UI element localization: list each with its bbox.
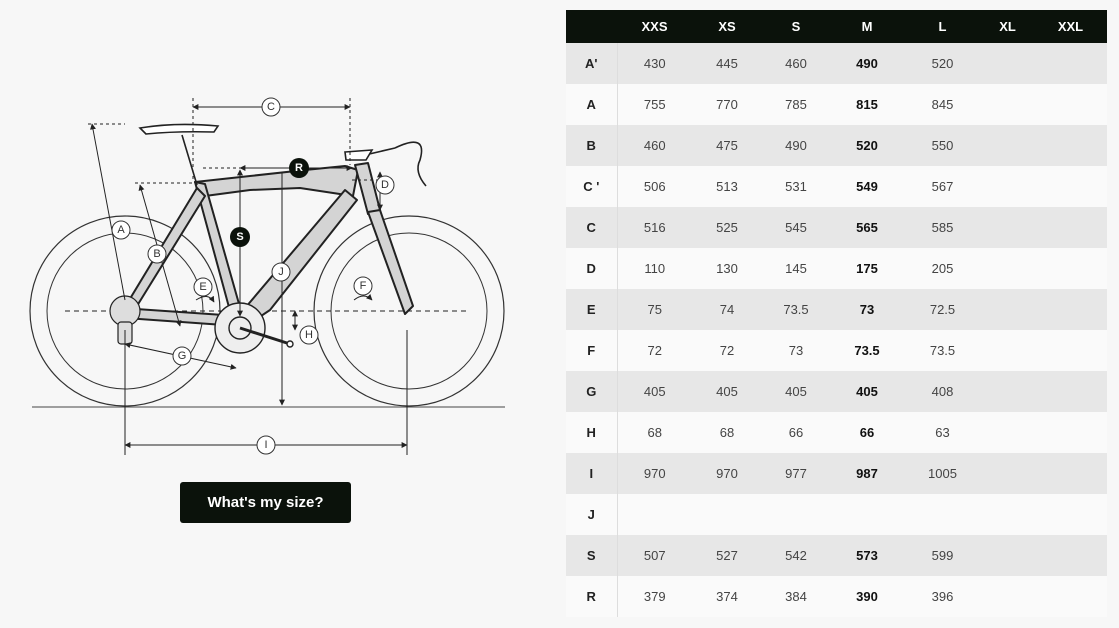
table-cell: 110: [617, 248, 692, 289]
svg-text:I: I: [264, 439, 268, 451]
size-header-m: M: [830, 10, 904, 43]
table-cell: [1034, 371, 1107, 412]
table-cell: 445: [692, 43, 762, 84]
table-cell: [981, 412, 1034, 453]
table-cell: 68: [617, 412, 692, 453]
table-cell: [1034, 166, 1107, 207]
bike-geometry-diagram: [0, 0, 540, 470]
bike-frame: [122, 163, 413, 326]
table-row: [566, 494, 1107, 535]
table-cell: [981, 535, 1034, 576]
table-cell: 175: [830, 248, 904, 289]
table-cell: [981, 248, 1034, 289]
table-cell: [1034, 576, 1107, 617]
table-cell: 73: [762, 330, 830, 371]
table-cell: 475: [692, 125, 762, 166]
table-cell: 549: [830, 166, 904, 207]
table-cell: 390: [830, 576, 904, 617]
row-label: B: [566, 125, 617, 166]
svg-text:C: C: [267, 101, 275, 113]
table-cell: 405: [762, 371, 830, 412]
svg-text:R: R: [295, 162, 303, 174]
table-cell: 73: [830, 289, 904, 330]
svg-text:S: S: [236, 231, 244, 243]
table-cell: [617, 494, 692, 535]
table-cell: 72.5: [904, 289, 981, 330]
table-header-row: [566, 10, 1107, 43]
row-label: C ': [566, 166, 617, 207]
table-cell: 405: [692, 371, 762, 412]
table-cell: [981, 289, 1034, 330]
size-header-xxl: XXL: [1034, 10, 1107, 43]
label-r: [289, 158, 309, 178]
table-cell: [1034, 494, 1107, 535]
svg-text:D: D: [381, 179, 389, 191]
table-cell: [981, 84, 1034, 125]
label-e: [194, 278, 212, 296]
row-label: H: [566, 412, 617, 453]
table-cell: 460: [762, 43, 830, 84]
table-cell: 599: [904, 535, 981, 576]
table-cell: [1034, 43, 1107, 84]
table-cell: [981, 125, 1034, 166]
svg-text:A: A: [117, 224, 125, 236]
table-cell: [1034, 248, 1107, 289]
row-label: D: [566, 248, 617, 289]
table-cell: 73.5: [830, 330, 904, 371]
table-cell: 970: [692, 453, 762, 494]
table-cell: [981, 166, 1034, 207]
table-cell: 490: [762, 125, 830, 166]
svg-text:E: E: [199, 281, 207, 293]
table-cell: 545: [762, 207, 830, 248]
label-a: [112, 221, 130, 239]
table-cell: 396: [904, 576, 981, 617]
table-cell: 977: [762, 453, 830, 494]
table-cell: 970: [617, 453, 692, 494]
table-cell: 513: [692, 166, 762, 207]
table-row: [566, 248, 1107, 289]
table-row: [566, 166, 1107, 207]
table-cell: [981, 453, 1034, 494]
svg-text:H: H: [305, 329, 313, 341]
table-cell: 573: [830, 535, 904, 576]
label-i: [257, 436, 275, 454]
table-cell: 130: [692, 248, 762, 289]
table-cell: 73.5: [904, 330, 981, 371]
size-header-xl: XL: [981, 10, 1034, 43]
table-cell: 66: [762, 412, 830, 453]
table-cell: 66: [830, 412, 904, 453]
whats-my-size-button[interactable]: What's my size?: [180, 482, 351, 523]
table-cell: 73.5: [762, 289, 830, 330]
table-cell: 379: [617, 576, 692, 617]
table-cell: 516: [617, 207, 692, 248]
table-cell: [981, 43, 1034, 84]
table-cell: 205: [904, 248, 981, 289]
table-cell: [981, 371, 1034, 412]
table-row: [566, 371, 1107, 412]
table-cell: [1034, 330, 1107, 371]
row-label: R: [566, 576, 617, 617]
table-cell: 520: [904, 43, 981, 84]
table-cell: [981, 576, 1034, 617]
svg-text:B: B: [153, 248, 161, 260]
table-cell: 987: [830, 453, 904, 494]
table-cell: 68: [692, 412, 762, 453]
table-row: [566, 576, 1107, 617]
label-s: [230, 227, 250, 247]
row-label: A': [566, 43, 617, 84]
table-row: [566, 207, 1107, 248]
svg-text:G: G: [177, 350, 187, 362]
table-cell: 542: [762, 535, 830, 576]
table-cell: [904, 494, 981, 535]
table-row: [566, 330, 1107, 371]
table-cell: [981, 207, 1034, 248]
table-cell: 405: [617, 371, 692, 412]
row-label: F: [566, 330, 617, 371]
row-label: I: [566, 453, 617, 494]
table-cell: [1034, 535, 1107, 576]
table-cell: 1005: [904, 453, 981, 494]
table-cell: [1034, 289, 1107, 330]
table-cell: 430: [617, 43, 692, 84]
table-cell: 405: [830, 371, 904, 412]
label-d: [376, 176, 394, 194]
table-cell: 755: [617, 84, 692, 125]
table-cell: 490: [830, 43, 904, 84]
table-row: [566, 125, 1107, 166]
table-cell: 785: [762, 84, 830, 125]
table-cell: 770: [692, 84, 762, 125]
label-c: [262, 98, 280, 116]
table-row: [566, 535, 1107, 576]
label-h: [300, 326, 318, 344]
table-cell: 565: [830, 207, 904, 248]
table-cell: [981, 494, 1034, 535]
row-label: E: [566, 289, 617, 330]
geometry-size-table: [566, 10, 1107, 617]
table-cell: 507: [617, 535, 692, 576]
table-cell: 527: [692, 535, 762, 576]
table-cell: 845: [904, 84, 981, 125]
table-cell: 567: [904, 166, 981, 207]
row-label: C: [566, 207, 617, 248]
label-g: [173, 347, 191, 365]
size-header-s: S: [762, 10, 830, 43]
table-cell: 374: [692, 576, 762, 617]
table-row: [566, 412, 1107, 453]
saddle: [140, 124, 218, 185]
table-row: [566, 289, 1107, 330]
table-cell: 384: [762, 576, 830, 617]
size-header-xs: XS: [692, 10, 762, 43]
label-f: [354, 277, 372, 295]
table-cell: 408: [904, 371, 981, 412]
table-cell: [1034, 207, 1107, 248]
table-cell: 506: [617, 166, 692, 207]
table-cell: 460: [617, 125, 692, 166]
table-cell: 815: [830, 84, 904, 125]
row-label: A: [566, 84, 617, 125]
table-row: [566, 453, 1107, 494]
table-cell: 531: [762, 166, 830, 207]
table-cell: 75: [617, 289, 692, 330]
table-cell: 72: [617, 330, 692, 371]
table-cell: [762, 494, 830, 535]
size-header-xxs: XXS: [617, 10, 692, 43]
table-cell: [1034, 125, 1107, 166]
table-row: [566, 84, 1107, 125]
table-cell: 63: [904, 412, 981, 453]
table-cell: 72: [692, 330, 762, 371]
row-label: J: [566, 494, 617, 535]
size-header-l: L: [904, 10, 981, 43]
label-j: [272, 263, 290, 281]
table-cell: 74: [692, 289, 762, 330]
label-b: [148, 245, 166, 263]
table-cell: [830, 494, 904, 535]
svg-text:F: F: [359, 280, 367, 292]
table-cell: 550: [904, 125, 981, 166]
svg-text:J: J: [278, 266, 284, 278]
table-cell: [1034, 412, 1107, 453]
table-cell: [1034, 84, 1107, 125]
table-row: [566, 43, 1107, 84]
table-cell: 525: [692, 207, 762, 248]
table-cell: 145: [762, 248, 830, 289]
table-cell: 520: [830, 125, 904, 166]
row-label: S: [566, 535, 617, 576]
row-label: G: [566, 371, 617, 412]
table-cell: [1034, 453, 1107, 494]
table-cell: 585: [904, 207, 981, 248]
table-cell: [981, 330, 1034, 371]
table-cell: [692, 494, 762, 535]
header-corner: [566, 10, 617, 43]
